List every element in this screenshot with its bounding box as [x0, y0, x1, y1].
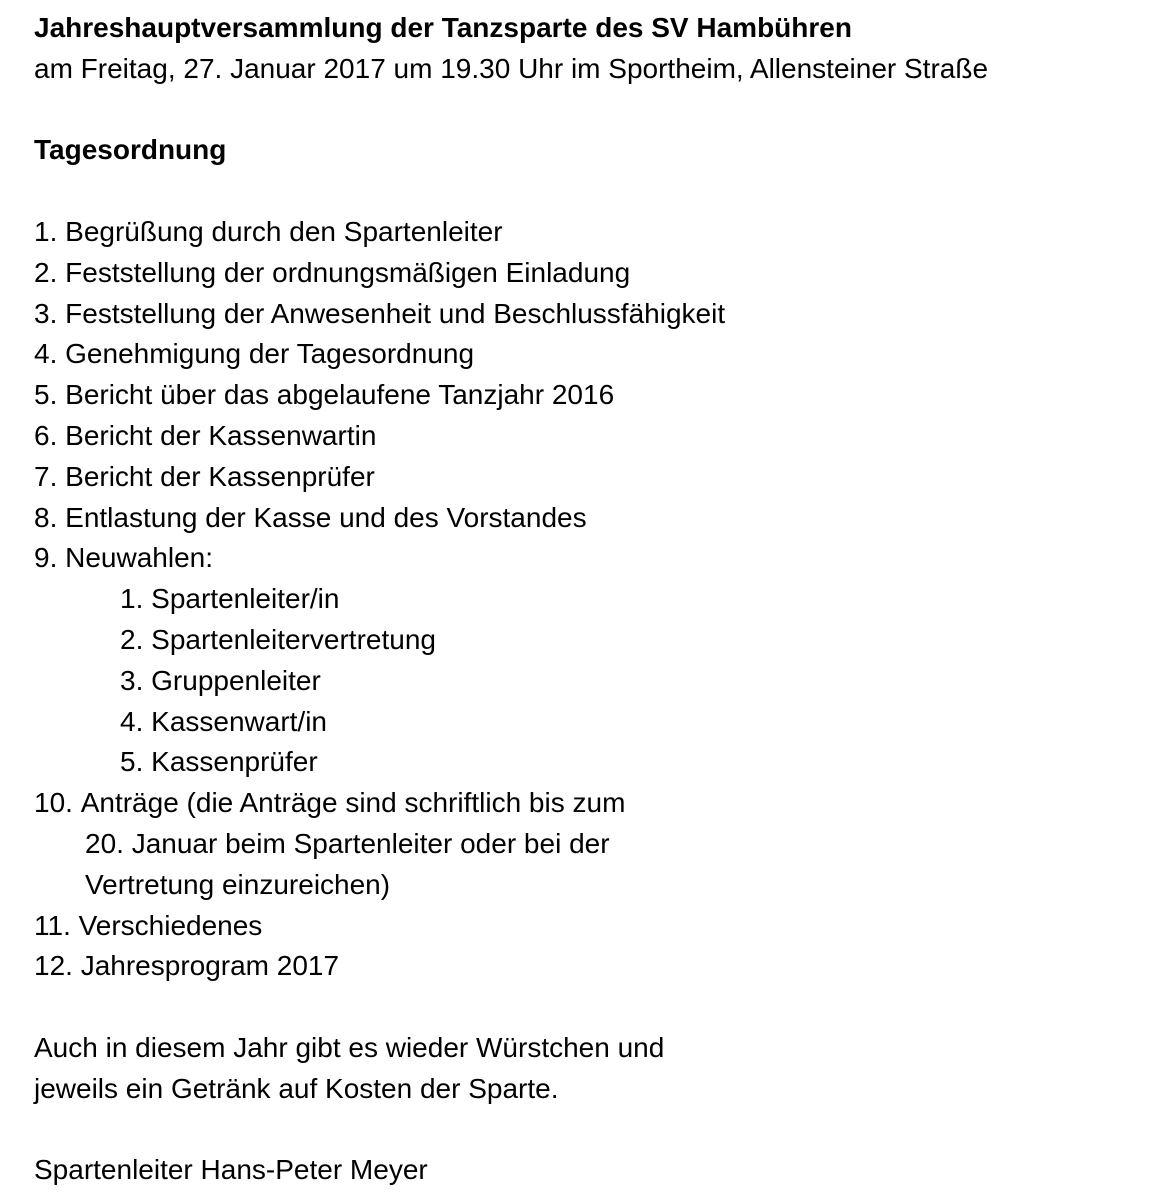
agenda-item-text: Verschiedenes [78, 909, 263, 941]
agenda-subitem-text: Kassenwart/in [151, 705, 328, 737]
agenda-item [34, 538, 1144, 579]
agenda-item-number: 1. [34, 215, 66, 247]
agenda-item-number: 2. [34, 256, 66, 288]
note-text: Auch in diesem Jahr gibt es wieder Würstchen und [34, 1031, 665, 1063]
document-title: Jahreshauptversammlung der Tanzsparte des SV Hambühren [34, 12, 852, 43]
agenda-heading: Tagesordnung [34, 134, 227, 166]
agenda-item-number: 10. [34, 787, 81, 819]
agenda-subitem [34, 702, 1144, 743]
agenda-item [34, 212, 1144, 253]
agenda-item [34, 334, 1144, 375]
spacer [34, 987, 1144, 1028]
agenda-subitem-number: 5. [120, 746, 152, 778]
agenda-item-continuation: Vertretung einzureichen) [85, 868, 391, 900]
agenda-item-continuation: 20. Januar beim Spartenleiter oder bei der [85, 827, 610, 859]
note-text: jeweils ein Getränk auf Kosten der Sparte. [34, 1072, 559, 1104]
agenda-item-number: 11. [34, 909, 79, 941]
agenda-item-number: 3. [34, 297, 66, 329]
agenda-item-text: Genehmigung der Tagesordnung [65, 338, 475, 370]
agenda-item-number: 5. [34, 379, 66, 411]
agenda-item-text: Feststellung der Anwesenheit und Beschlussfähigkeit [65, 297, 726, 329]
agenda-subitem-text: Kassenprüfer [151, 746, 318, 778]
agenda-subitem-number: 2. [120, 623, 152, 655]
agenda-subitem-number: 1. [120, 583, 152, 615]
agenda-item [34, 253, 1144, 294]
agenda-item [34, 457, 1144, 498]
agenda-item [34, 294, 1144, 335]
agenda-item-number: 7. [34, 460, 66, 492]
agenda-item-text: Entlastung der Kasse und des Vorstandes [65, 501, 587, 533]
agenda-item [34, 946, 1144, 987]
agenda-subitem-text: Spartenleiter/in [151, 583, 340, 615]
agenda-subitem [34, 661, 1144, 702]
spacer [34, 171, 1144, 212]
agenda-item-text: Neuwahlen: [65, 542, 214, 574]
spacer [34, 1110, 1144, 1151]
agenda-item-text: Bericht über das abgelaufene Tanzjahr 2016 [65, 379, 615, 411]
agenda-item [34, 783, 1144, 824]
agenda-item-number: 9. [34, 542, 66, 574]
spacer [34, 90, 1144, 131]
document-subtitle: am Freitag, 27. Januar 2017 um 19.30 Uhr im Sportheim, Allensteiner Straße [34, 52, 989, 84]
agenda-item-number: 4. [34, 338, 66, 370]
agenda-subitem [34, 620, 1144, 661]
agenda-subitem-number: 4. [120, 705, 152, 737]
agenda-item-text: Anträge (die Anträge sind schriftlich bis zum [80, 787, 626, 819]
agenda-subitem-number: 3. [120, 664, 152, 696]
agenda-list [34, 212, 1144, 987]
agenda-item-text: Jahresprogram 2017 [80, 950, 340, 982]
agenda-item [34, 906, 1144, 947]
agenda-subitem [34, 742, 1144, 783]
agenda-item [34, 498, 1144, 539]
agenda-item-number: 6. [34, 419, 66, 451]
agenda-item-number: 8. [34, 501, 66, 533]
document-page [34, 8, 1144, 1191]
agenda-subitem [34, 579, 1144, 620]
agenda-item-text: Bericht der Kassenprüfer [65, 460, 375, 492]
agenda-item [34, 375, 1144, 416]
agenda-subitem-text: Spartenleitervertretung [151, 623, 436, 655]
agenda-item-text: Bericht der Kassenwartin [65, 419, 377, 451]
signature: Spartenleiter Hans-Peter Meyer [34, 1154, 428, 1186]
agenda-item-text: Begrüßung durch den Spartenleiter [65, 215, 503, 247]
agenda-item-text: Feststellung der ordnungsmäßigen Einladung [65, 256, 631, 288]
agenda-item [34, 416, 1144, 457]
agenda-item-number: 12. [34, 950, 81, 982]
agenda-subitem-text: Gruppenleiter [151, 664, 321, 696]
